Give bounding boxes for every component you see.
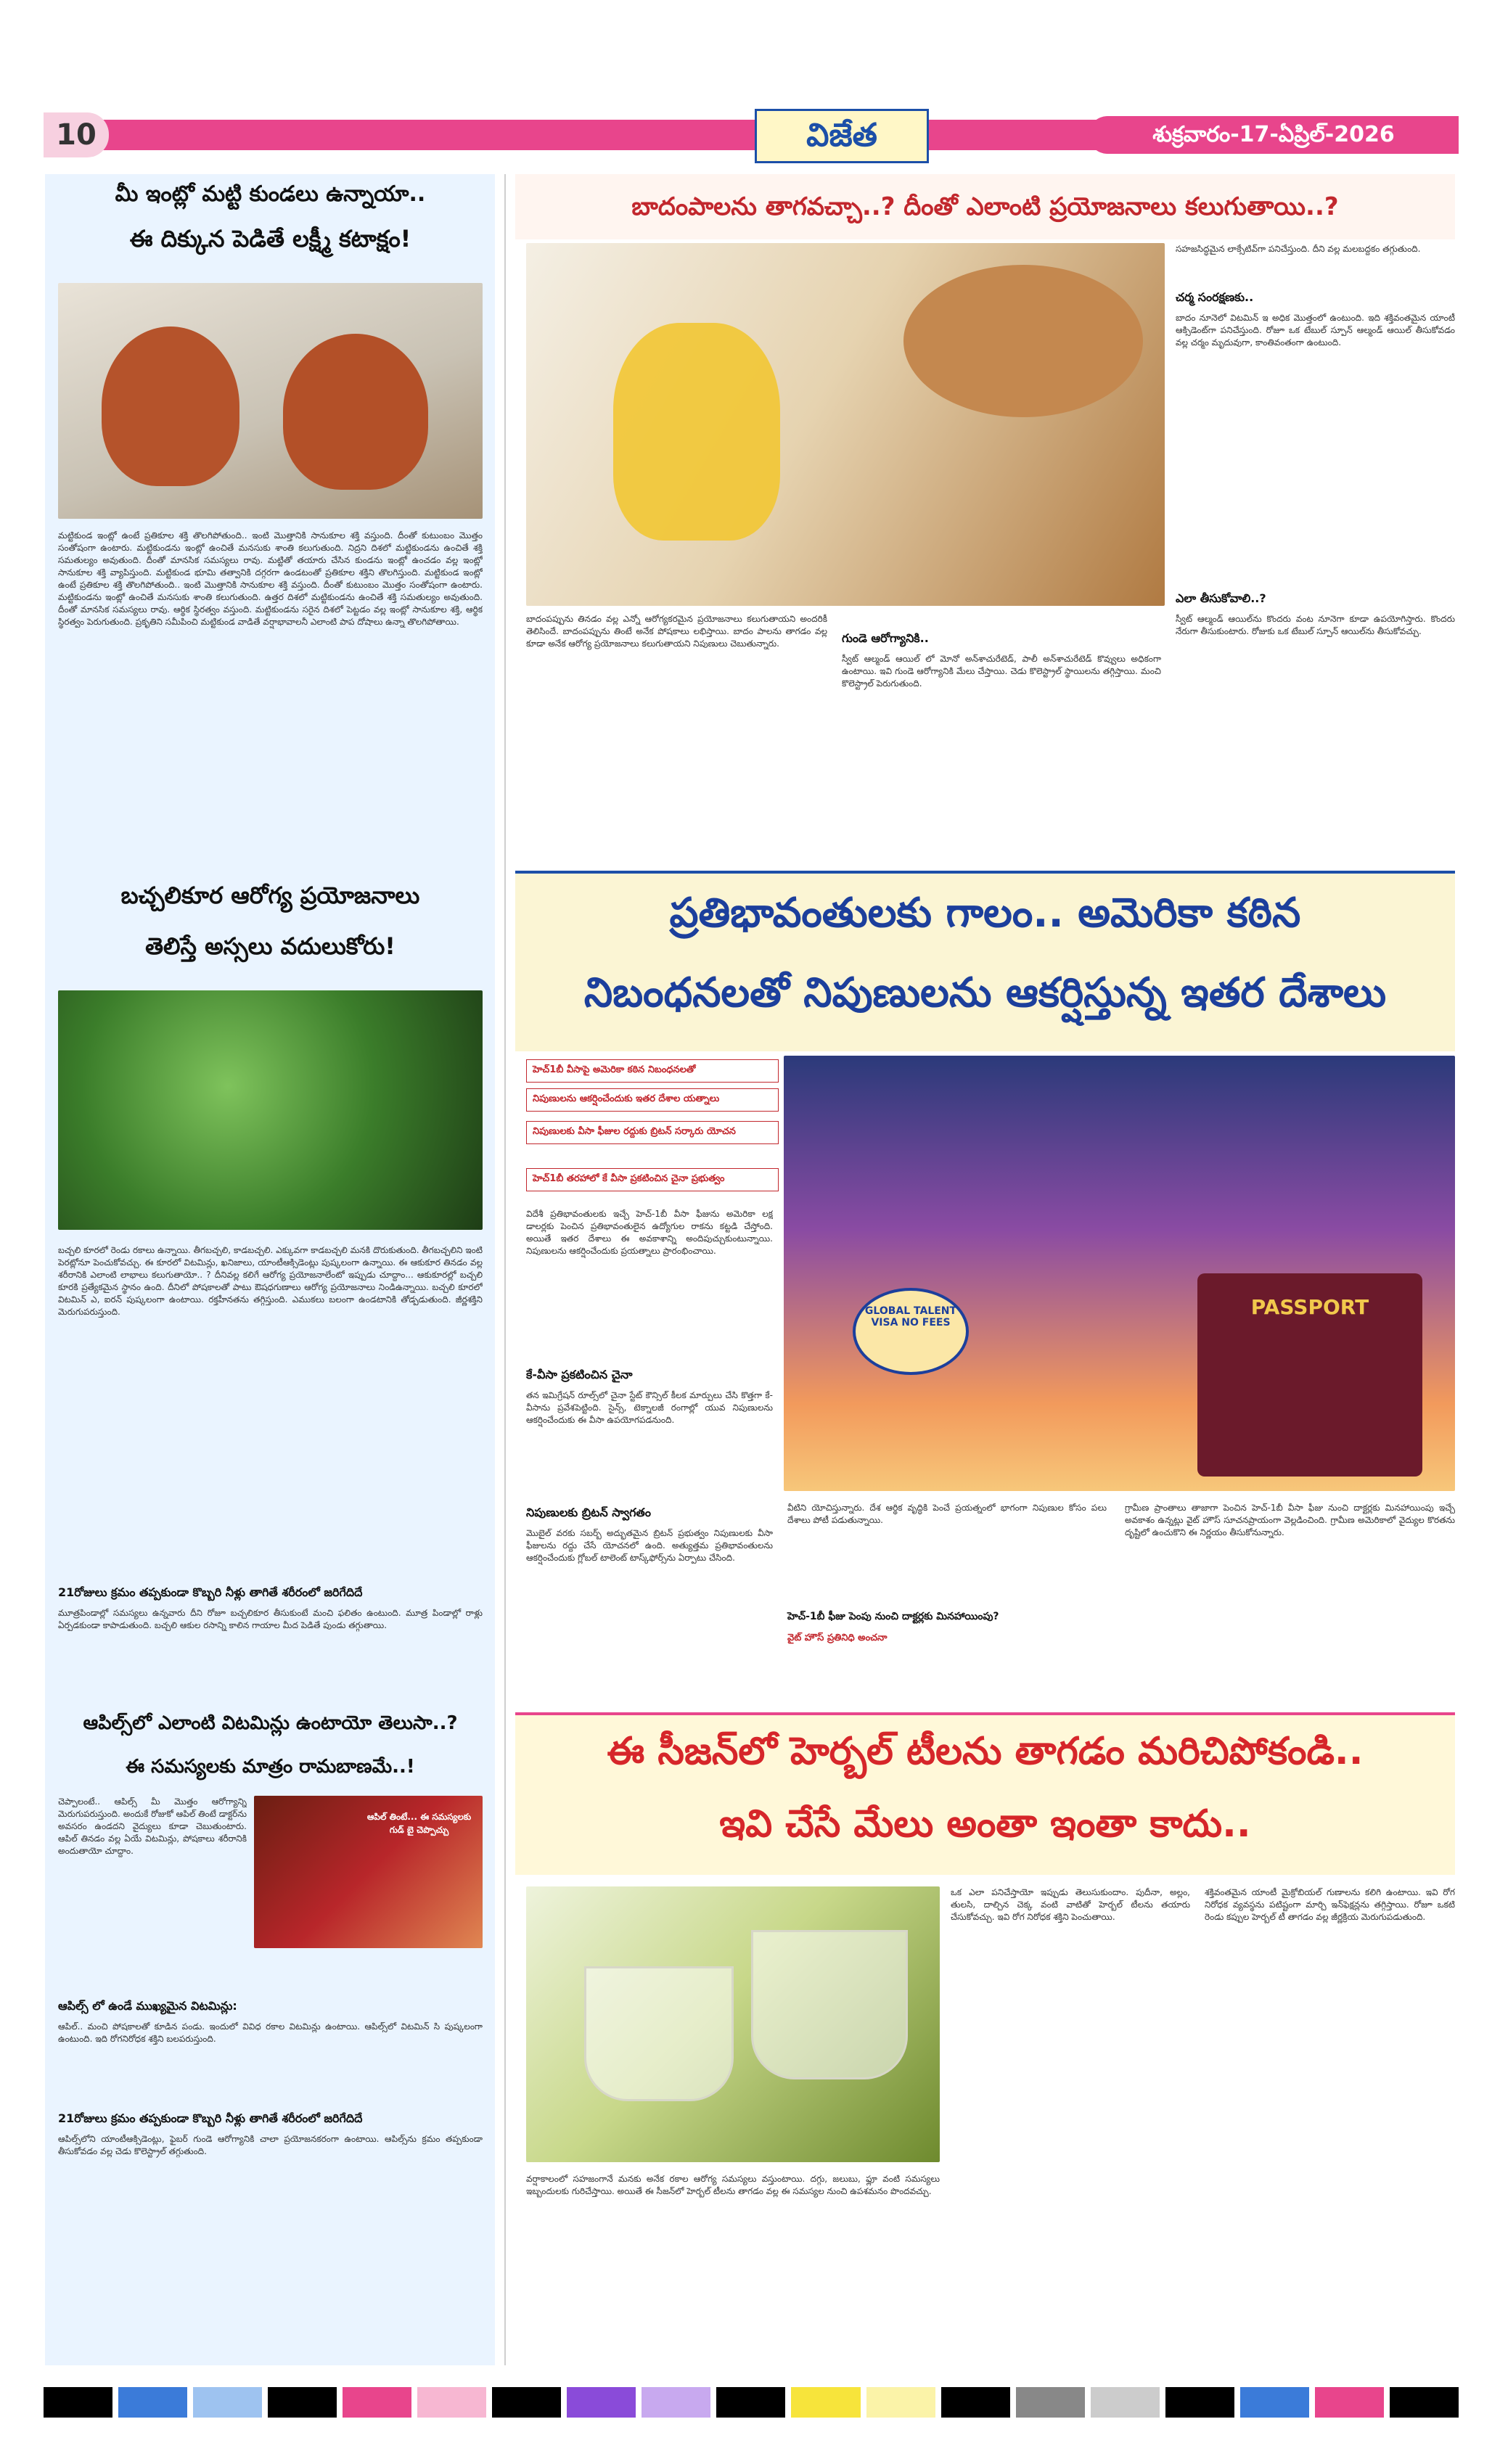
reg-black-5 (941, 2387, 1010, 2418)
dateline: శుక్రవారం-17-ఏప్రిల్-2026 (1089, 116, 1459, 154)
spinach-leaves-photo (58, 990, 483, 1230)
apple-subhead-2: 21రోజులు క్రమం తప్పకుండా కొబ్బరి నీళ్లు తాగితే శరీరంలో జరిగేదిదే (58, 2111, 363, 2125)
tea-cup-right (751, 1930, 908, 2079)
apple-headline-1: ఆపిల్స్‌లో ఎలాంటి విటమిన్లు ఉంటాయో తెలుసా..? (83, 1712, 458, 1734)
passport-label: PASSPORT (1250, 1295, 1369, 1319)
almond-heart-subhead: గుండె ఆరోగ్యానికి.. (842, 631, 929, 645)
almond-how-subhead: ఎలా తీసుకోవాలి..? (1176, 591, 1266, 605)
herbal-body-c: శక్తివంతమైన యాంటీ మైక్రోబియల్ గుణాలను కలిగి ఉంటాయి. ఇవి రోగ నిరోధక వ్యవస్థను పటిష్టంగా మార్చి ఇన్‌ఫెక్షన్లను తగ్గిస్తాయి. రోజూ ఒకటి రెండు కప్పుల హెర్బల్ టీ తాగడం వల్ల జీర్ణక్రియ మెరుగుపడుతుంది. (1205, 1887, 1455, 1922)
talent-body-a: విదేశీ ప్రతిభావంతులకు ఇచ్చే హెచ్-1బీ వీసా ఫీజును అమెరికా లక్ష డాలర్లకు పెంచిన ప్రతిభావంతులైన ఉద్యోగుల రాకను కట్టడి చేస్తోంది. అయితే ఇతర దేశాలు ఈ అవకాశాన్ని అందిపుచ్చుకుంటున్నాయి. నిపుణులను ఆకర్షించేందుకు ప్రయత్నాలు ప్రారంభించాయి. (526, 1209, 773, 1256)
almond-oil-photo (526, 243, 1165, 606)
talent-tag-3: నిపుణులకు వీసా ఫీజుల రద్దుకు బ్రిటన్ సర్కారు యోచన (526, 1121, 779, 1144)
apple-sub2-body: ఆపిల్స్‌లోని యాంటీఆక్సిడెంట్లు, ఫైబర్ గుండె ఆరోగ్యానికి చాలా ప్రయోజనకరంగా ఉంటాయి. ఆపిల్స్‌ను క్రమం తప్పకుండా తీసుకోవడం వల్ల చెడు కొలెస్ట్రాల్ తగ్గుతుంది. (58, 2134, 483, 2156)
clay-pot-left (102, 327, 239, 486)
reg-black-2 (268, 2387, 337, 2418)
talent-tag-4: హెచ్1బీ తరహాలో కే వీసా ప్రకటించిన చైనా ప్రభుత్వం (526, 1168, 779, 1191)
talent-china-subhead: కే-వీసా ప్రకటించిన చైనా (526, 1368, 633, 1381)
spinach-headline-2: తెలిస్తే అస్సలు వదులుకోరు! (145, 932, 396, 960)
almond-body-c: సహజసిద్ధమైన లాక్సేటివ్‌గా పనిచేస్తుంది. దీని వల్ల మలబద్దకం తగ్గుతుంది. (1176, 244, 1421, 254)
reg-lavender (642, 2387, 710, 2418)
talent-tag-2: నిపుణులను ఆకర్షించేందుకు ఇతర దేశాల యత్నాలు (526, 1088, 779, 1112)
reg-blue-2 (1240, 2387, 1309, 2418)
almond-bowl (903, 265, 1143, 417)
apple-headline-2: ఈ సమస్యలకు మాత్రం రామబాణమే..! (126, 1756, 415, 1778)
clay-pots-photo (58, 283, 483, 519)
herbal-tea-photo (526, 1886, 940, 2162)
almond-body-b: స్వీట్ ఆల్మండ్ ఆయిల్ లో మోనో అన్‌శాచురేటెడ్, పాలీ అన్‌శాచురేటెడ్ కొవ్వులు అధికంగా ఉంటాయి. ఇవి గుండె ఆరోగ్యానికి మేలు చేస్తాయి. చెడు కొలెస్ట్రాల్ స్థాయిలను తగ్గిస్తాయి. మంచి కొలెస్ట్రాల్ పెరుగుతుంది. (842, 654, 1161, 689)
pots-body: మట్టికుండ ఇంట్లో ఉంటే ప్రతికూల శక్తి తొలగిపోతుంది.. ఇంటి మొత్తానికి సానుకూల శక్తి వస్తుంది. దీంతో కుటుంబం మొత్తం సంతోషంగా ఉంటారు. మట్టికుండను ఇంట్లో ఉంచితే మనసుకు శాంతి కలుగుతుంది. నిద్రని దిశలో మట్టికుండను ఉంచితే శక్తి సమతుల్యం అవుతుంది. దీంతో మానసిక సమస్యలు రావు. మట్టితో తయారు చేసిన కుండను ఇంట్లో ఉంచడం వల్ల ఇంట్లో సానుకూల శక్తి వ్యాపిస్తుంది. మట్టికుండ భూమి తత్వానికి దగ్గరగా ఉండటంతో ప్రతికూల శక్తిని తొలగిస్తుంది. మట్టికుండ ఇంట్లో ఉంటే ప్రతికూల శక్తి తొలగిపోతుంది.. ఇంటి మొత్తానికి సానుకూల శక్తి వస్తుంది. దీంతో కుటుంబం మొత్తం సంతోషంగా ఉంటారు. మట్టికుండను ఇంట్లో ఉంచితే మనసుకు శాంతి కలుగుతుంది. ఉత్తర దిశలో మట్టికుండను ఉంచితే శక్తి సమతుల్యం అవుతుంది. దీంతో మానసిక సమస్యలు రావు. ఆర్థిక స్థిరత్వం వస్తుంది. మట్టికుండను సరైన దిశలో పెట్టడం వల్ల ఇంట్లో సానుకూల శక్తి, ఆర్థిక స్థిరత్వం పెరుగుతుంది. ప్రకృతిని సమీపించి మట్టికుండ వాడితే వర్షాభావాలనీ ఎలాంటి పాప దోషాలు ఉన్నా తొలగిపోతాయి. (58, 530, 483, 627)
reg-black-7 (1390, 2387, 1459, 2418)
reg-gray (1016, 2387, 1085, 2418)
almond-body-d: బాదం నూనెలో విటమిన్ ఇ అధిక మొత్తంలో ఉంటుంది. ఇది శక్తివంతమైన యాంటీ ఆక్సిడెంట్‌గా పనిచేస్తుంది. రోజూ ఒక టేబుల్ స్పూన్ ఆల్మండ్ ఆయిల్ తీసుకోవడం వల్ల చర్మం మృదువుగా, కాంతివంతంగా ఉంటుంది. (1176, 313, 1455, 348)
apple-photo-caption: ఆపిల్ తింటే... ఈ సమస్యలకు గుడ్ బై చెప్పొచ్చు (366, 1812, 472, 1835)
reg-light-blue (193, 2387, 262, 2418)
reg-pink (417, 2387, 486, 2418)
almond-headline: బాదంపాలను తాగవచ్చా..? దీంతో ఎలాంటి ప్రయోజనాలు కలుగుతాయి..? (515, 174, 1455, 239)
reg-black (44, 2387, 112, 2418)
reg-pale-yellow (866, 2387, 935, 2418)
reg-black-6 (1165, 2387, 1234, 2418)
page-number: 10 (44, 112, 109, 157)
talent-body-d: వీటిని యోచిస్తున్నారు. దేశ ఆర్థిక వృద్ధికి పెంచే ప్రయత్నంలో భాగంగా నిపుణుల కోసం పలు దేశాలు పోటీ పడుతున్నాయి. (787, 1503, 1107, 1525)
masthead-logo: విజేత (755, 109, 929, 163)
talent-body-b: తన ఇమిగ్రేషన్ రూల్స్‌లో చైనా స్టేట్ కౌన్సిల్ కీలక మార్పులు చేసి కొత్తగా కే-వీసాను ప్రవేశపెట్టింది. సైన్స్, టెక్నాలజీ రంగాల్లో యువ నిపుణులను ఆకర్షించేందుకు ఈ వీసా ఉపయోగపడనుంది. (526, 1390, 773, 1425)
clay-pot-right (283, 334, 428, 490)
talent-tag-1: హెచ్1బీ వీసాపై అమెరికా కఠిన నిబంధనలతో (526, 1059, 779, 1083)
reg-magenta-2 (1315, 2387, 1384, 2418)
almond-body-e: స్వీట్ ఆల్మండ్ ఆయిల్‌ను కొందరు వంట నూనెగా కూడా ఉపయోగిస్తారు. కొందరు నేరుగా తీసుకుంటారు. రోజుకు ఒక టేబుల్ స్పూన్ ఆయిల్‌ను తీసుకోవచ్చు. (1176, 614, 1455, 636)
spinach-sub-body: మూత్రపిండాల్లో సమస్యలు ఉన్నవారు దీని రోజూ బచ్చలికూర తీసుకుంటే మంచి ఫలితం ఉంటుంది. మూత్ర పిండాల్లో రాళ్లు ఏర్పడకుండా కాపాడుతుంది. బచ్చలి ఆకుల రసాన్ని కాలిన గాయాల మీద పెడితే పుండు తగ్గుతాయి. (58, 1608, 483, 1630)
spinach-headline-1: బచ్చలికూర ఆరోగ్య ప్రయోజనాలు (120, 882, 420, 909)
column-divider (504, 174, 506, 2365)
almond-skin-subhead: చర్మ సంరక్షణకు.. (1176, 290, 1254, 304)
print-registration-strip (44, 2387, 1459, 2418)
spinach-subhead: 21రోజులు క్రమం తప్పకుండా కొబ్బరి నీళ్లు తాగితే శరీరంలో జరిగేదిదే (58, 1585, 363, 1599)
talent-headline-2: నిబంధనలతో నిపుణులను ఆకర్షిస్తున్న ఇతర దేశాలు (583, 969, 1387, 1017)
apple-body: చెప్పాలంటే.. ఆపిల్స్ మీ మొత్తం ఆరోగ్యాన్ని మెరుగుపరుస్తుంది. అందుకే రోజుకో ఆపిల్ తింటే డాక్టర్‌ను అవసరం ఉండదని వైద్యులు కూడా చెబుతుంటారు. ఆపిల్ తినడం వల్ల ఏయే విటమిన్లు, పోషకాలు శరీరానికి అందుతాయో చూద్దాం. (58, 1796, 247, 1856)
tea-cup-left (584, 1966, 734, 2101)
reg-blue (118, 2387, 187, 2418)
reg-purple (567, 2387, 636, 2418)
oil-jar (613, 323, 780, 541)
herbal-headline-2: ఇవి చేసే మేలు అంతా ఇంతా కాదు.. (719, 1802, 1251, 1846)
almond-body-a: బాదంపప్పును తినడం వల్ల ఎన్నో ఆరోగ్యకరమైన ప్రయోజనాలు కలుగుతాయని అందరికీ తెలిసిందే. బాదంపప్పును తింటే అనేక పోషకాలు లభిస్తాయి. బాదం పాలను తాగడం వల్ల కూడా అనేక ఆరోగ్య ప్రయోజనాలు కలుగుతాయని నిపుణులు చెబుతున్నారు. (526, 614, 827, 649)
visa-badge: GLOBAL TALENT VISA NO FEES (853, 1288, 969, 1375)
apple-photo (254, 1796, 483, 1948)
talent-illustration (784, 1056, 1455, 1491)
herbal-headline-block (515, 1712, 1455, 1875)
talent-uk-subhead: నిపుణులకు బ్రిటన్ స్వాగతం (526, 1506, 651, 1519)
pots-headline-1: మీ ఇంట్లో మట్టి కుండలు ఉన్నాయా.. (115, 181, 426, 207)
spinach-body: బచ్చలి కూరలో రెండు రకాలు ఉన్నాయి. తీగబచ్చలి, కాడబచ్చలి. ఎక్కువగా కాడబచ్చలి మనకి దొరుకుతుంది. తీగబచ్చలిని ఇంటి పెరట్లోనూ పెంచుకోవచ్చు. ఈ కూరలో విటమిన్లు, ఖనిజాలు, యాంటీఆక్సిడెంట్లు పుష్కలంగా ఉన్నాయి. ఈ ఆకుకూర తినడం వల్ల శరీరానికి ఎలాంటి లాభాలు కలుగుతాయో.. ? దీనివల్ల కలిగే ఆరోగ్య ప్రయోజనాలేంటో ఇప్పుడు చూద్దాం... ఆకుకూరల్లో బచ్చలి కూరకి ప్రత్యేకమైన స్థానం ఉంది. దీనిలో పోషకాలతో పాటు ఔషధగుణాలు ఆరోగ్య ప్రయోజనాలు నిండిఉన్నాయి. బచ్చలి కూరలో విటమిన్ ఎ, ఐరన్ పుష్కలంగా ఉంటాయి. రక్తహీనతను తగ్గిస్తుంది. ఎముకలు బలంగా ఉండటానికి తోడ్పడుతుంది. జీర్ణశక్తిని మెరుగుపరుస్తుంది. (58, 1245, 483, 1317)
herbal-body-a: వర్షాకాలంలో సహజంగానే మనకు అనేక రకాల ఆరోగ్య సమస్యలు వస్తుంటాయి. దగ్గు, జలుబు, ఫ్లూ వంటి సమస్యలు ఇబ్బందులకు గురిచేస్తాయి. అయితే ఈ సీజన్‌లో హెర్బల్ టీలను తాగడం వల్ల ఈ సమస్యల నుంచి ఉపశమనం పొందవచ్చు. (526, 2174, 940, 2196)
reg-magenta (343, 2387, 411, 2418)
apple-subhead-1: ఆపిల్స్ లో ఉండే ముఖ్యమైన విటమిన్లు: (58, 1999, 237, 2013)
passport (1197, 1273, 1422, 1477)
talent-headline-1: ప్రతిభావంతులకు గాలం.. అమెరికా కఠిన (669, 890, 1301, 937)
talent-byline: వైట్ హౌస్ ప్రతినిధి అంచనా (787, 1633, 888, 1643)
pots-headline-2: ఈ దిక్కున పెడితే లక్ష్మీ కటాక్షం! (129, 225, 411, 252)
herbal-body-b: ఒక ఎలా పనిచేస్తాయో ఇప్పుడు తెలుసుకుందాం. పుదీనా, అల్లం, తులసి, దాల్చిన చెక్క వంటి వాటితో హెర్బల్ టీలను తయారు చేసుకోవచ్చు. ఇవి రోగ నిరోధక శక్తిని పెంచుతాయి. (951, 1887, 1190, 1922)
reg-yellow (791, 2387, 860, 2418)
apple-sub1-body: ఆపిల్.. మంచి పోషకాలతో కూడిన పండు. ఇందులో వివిధ రకాల విటమిన్లు ఉంటాయి. ఆపిల్స్‌లో విటమిన్ సి పుష్కలంగా ఉంటుంది. ఇది రోగనిరోధక శక్తిని బలపరుస్తుంది. (58, 2021, 483, 2044)
herbal-headline-1: ఈ సీజన్‌లో హెర్బల్ టీలను తాగడం మరిచిపోకండి.. (607, 1730, 1364, 1773)
talent-body-e: గ్రామీణ ప్రాంతాలు తాజాగా పెంచిన హెచ్-1బీ వీసా ఫీజు నుంచి దాక్టర్లకు మినహాయింపు ఇచ్చే అవకాశం ఉన్నట్లు వైట్ హౌస్ సూచనప్రాయంగా వెల్లడించింది. గ్రామీణ అమెరికాలో వైద్యుల కొరతను దృష్టిలో ఉంచుకొని ఈ నిర్ణయం తీసుకోనున్నారు. (1125, 1503, 1455, 1537)
talent-headline-block (515, 871, 1455, 1051)
talent-body-c: మొబైల్ వరకు సబర్బ్ అద్భుతమైన బ్రిటన్ ప్రభుత్వం నిపుణులకు వీసా ఫీజులను రద్దు చేసే యోచనలో ఉంది. అత్యుత్తమ ప్రతిభావంతులను ఆకర్షించేందుకు గ్లోబల్ టాలెంట్ టాస్క్‌ఫోర్స్‌ను ఏర్పాటు చేసింది. (526, 1528, 773, 1563)
talent-h1b-subhead: హెచ్-1బీ ఫీజు పెంపు నుంచి దాక్టర్లకు మినహాయింపు? (787, 1611, 999, 1622)
reg-light-gray (1091, 2387, 1160, 2418)
reg-black-4 (716, 2387, 785, 2418)
reg-black-3 (492, 2387, 561, 2418)
